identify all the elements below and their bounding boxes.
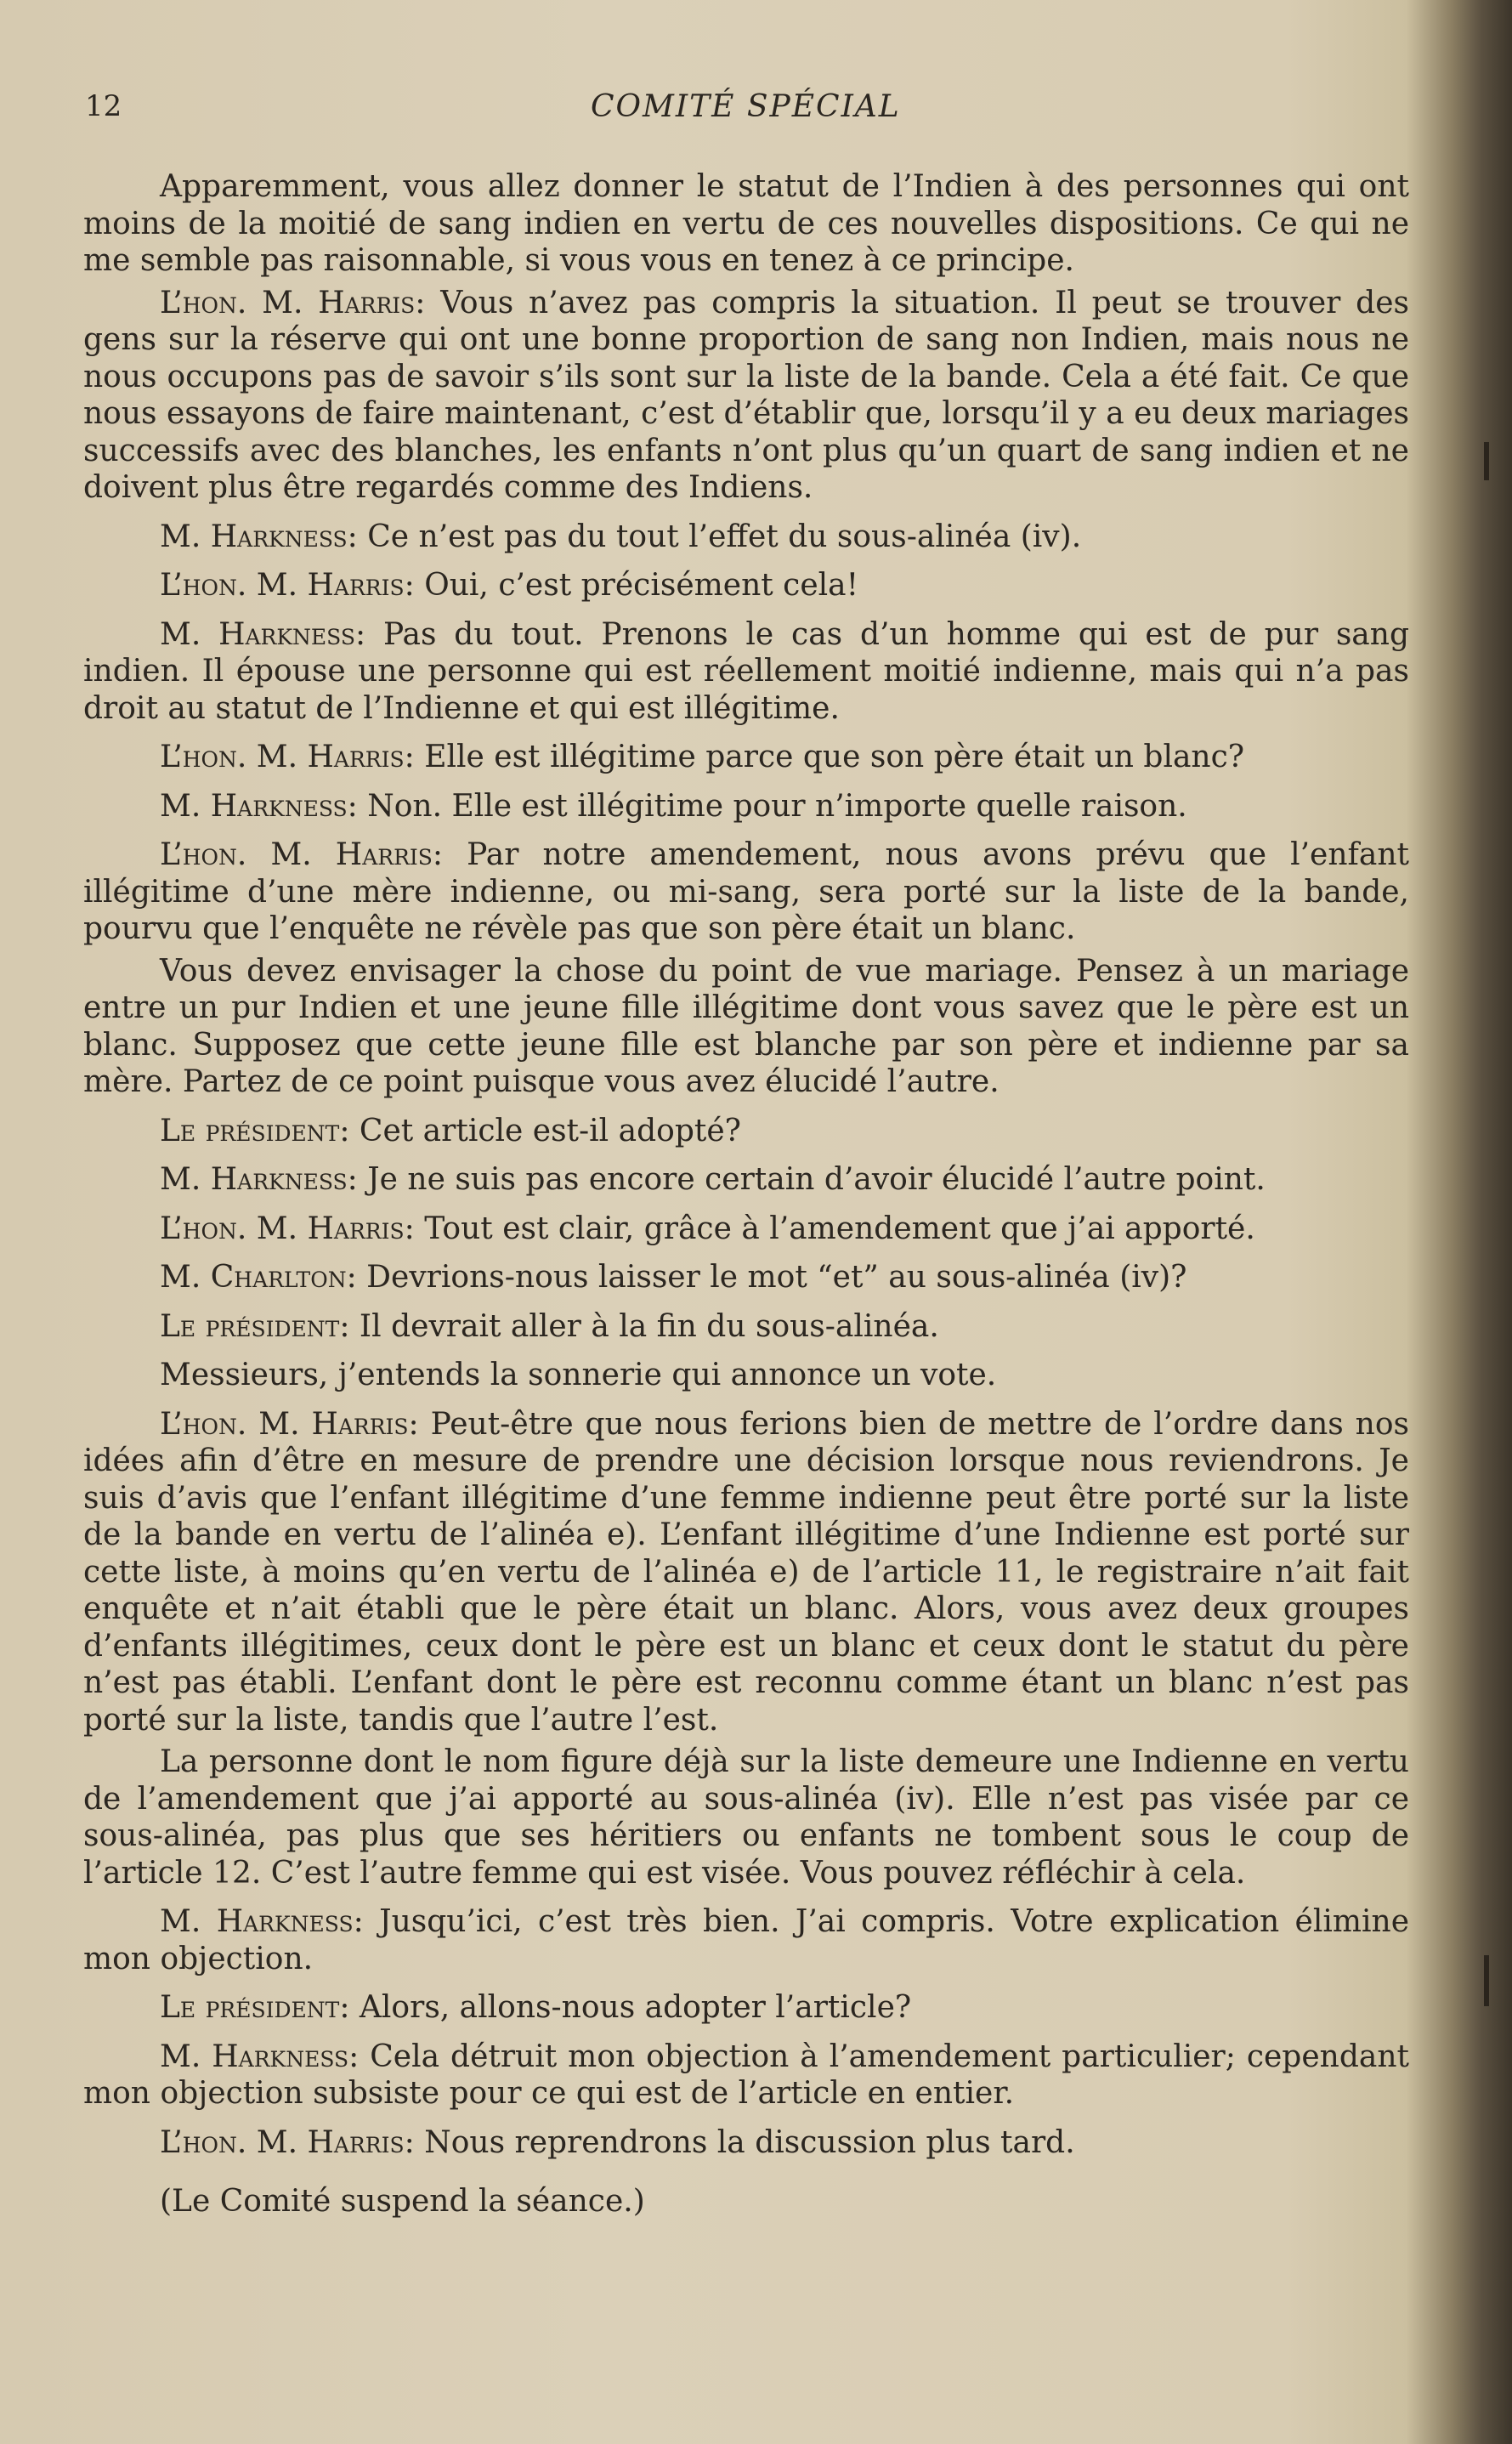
paragraph-text: Oui, c’est précisément cela!	[424, 568, 859, 603]
speaker-name: L’hon. M. Harris:	[160, 837, 444, 872]
paragraph	[83, 1211, 1409, 1248]
paragraph-text: Elle est illégitime parce que son père était un blanc?	[424, 740, 1245, 774]
paragraph	[83, 1113, 1409, 1150]
paragraph-text: Apparemment, vous allez donner le statut de l’Indien à des personnes qui ont moins de la moitié de sang indien en vertu de ces nouvelles dispositions. Ce qui ne me semble pas raisonnable, si vous vous en tenez à ce principe.	[83, 169, 1409, 278]
paragraph	[83, 788, 1409, 825]
paragraph-text: La personne dont le nom figure déjà sur la liste demeure une Indienne en vertu de l’amendement que j’ai apporté au sous-alinéa (iv). Elle n’est pas visée par ce sous-alinéa, pas plus que ses héritiers ou enfants ne tombent sous le coup de l’article 12. C’est l’autre femme qui est visée. Vous pouvez réfléchir à cela.	[83, 1744, 1409, 1891]
speaker-name: M. Harkness:	[160, 1904, 364, 1939]
speaker-name: L’hon. M. Harris:	[160, 568, 415, 603]
paragraph	[83, 519, 1409, 556]
paragraph-text: Par notre amendement, nous avons prévu que l’enfant illégitime d’une mère indienne, ou mi-sang, sera porté sur la liste de la bande, pourvu que l’enquête ne révèle pas que son père était un blanc.	[83, 837, 1409, 946]
paragraph	[83, 739, 1409, 776]
speaker-name: L’hon. M. Harris:	[160, 285, 426, 320]
paragraph-text: (Le Comité suspend la séance.)	[160, 2184, 645, 2219]
paragraph	[83, 1903, 1409, 1977]
paragraph-text: Tout est clair, grâce à l’amendement que j’ai apporté.	[424, 1211, 1255, 1246]
paragraph-text: Cela détruit mon objection à l’amendement particulier; cependant mon objection subsiste pour ce qui est de l’article en entier.	[83, 2039, 1409, 2111]
paragraph-text: Peut-être que nous ferions bien de mettre de l’ordre dans nos idées afin d’être en mesure de prendre une décision lorsque nous reviendrons. Je suis d’avis que l’enfant illégitime d’une femme indienne peut être porté sur la liste de la bande en vertu de l’alinéa e). L’enfant illégitime d’une Indienne est porté sur cette liste, à moins qu’en vertu de l’alinéa e) de l’article 11, le registraire n’ait fait enquête et n’ait établi que le père était un blanc. Alors, vous avez deux groupes d’enfants illégitimes, ceux dont le père est un blanc et ceux dont le statut du père n’est pas établi. L’enfant dont le père est reconnu comme étant un blanc n’est pas porté sur la liste, tandis que l’autre l’est.	[83, 1406, 1409, 1738]
paragraph	[83, 1744, 1409, 1891]
paragraph	[83, 285, 1409, 507]
speaker-name: M. Harkness:	[160, 616, 366, 652]
paragraph	[83, 168, 1409, 280]
paragraph	[83, 1357, 1409, 1394]
paragraph-text: Nous reprendrons la discussion plus tard.	[424, 2124, 1075, 2160]
paragraph	[83, 616, 1409, 728]
header-title: COMITÉ SPÉCIAL	[591, 89, 901, 124]
paragraph-text: Messieurs, j’entends la sonnerie qui annonce un vote.	[160, 1358, 997, 1392]
speaker-name: M. Harkness:	[160, 519, 358, 554]
paragraph-text: Pas du tout. Prenons le cas d’un homme qui est de pur sang indien. Il épouse une personne qui est réellement moitié indienne, mais qui n’a pas droit au statut de l’Indienne et qui est illégitime.	[83, 616, 1409, 726]
speaker-name: Le président:	[160, 1113, 350, 1148]
speaker-name: M. Charlton:	[160, 1260, 357, 1295]
speaker-name: L’hon. M. Harris:	[160, 1211, 415, 1246]
paragraph	[83, 2183, 1409, 2220]
running-head	[85, 89, 1411, 132]
paragraph-text: Non. Elle est illégitime pour n’importe quelle raison.	[367, 788, 1187, 824]
paragraph	[83, 1161, 1409, 1199]
paragraph-text: Alors, allons-nous adopter l’article?	[359, 1990, 912, 2025]
speaker-name: M. Harkness:	[160, 2039, 360, 2074]
paragraph-text: Je ne suis pas encore certain d’avoir élucidé l’autre point.	[367, 1162, 1266, 1197]
paragraph	[83, 567, 1409, 604]
speaker-name: L’hon. M. Harris:	[160, 740, 415, 774]
page-number: 12	[85, 89, 122, 123]
page-edge-mark	[1484, 1955, 1489, 2006]
paragraph	[83, 1308, 1409, 1346]
paragraph-text: Devrions-nous laisser le mot “et” au sous-alinéa (iv)?	[366, 1260, 1187, 1295]
paragraph-text: Vous devez envisager la chose du point de vue mariage. Pensez à un mariage entre un pur Indien et une jeune fille illégitime dont vous savez que le père est un blanc. Supposez que cette jeune fille est blanche par son père et indienne par sa mère. Partez de ce point puisque vous avez élucidé l’autre.	[83, 953, 1409, 1099]
paragraph	[83, 1989, 1409, 2027]
paragraph-text: Vous n’avez pas compris la situation. Il peut se trouver des gens sur la réserve qui ont une bonne proportion de sang non Indien, mais nous ne nous occupons pas de savoir s’ils sont sur la liste de la bande. Cela a été fait. Ce que nous essayons de faire maintenant, c’est d’établir que, lorsqu’il y a eu deux mariages successifs avec des blanches, les enfants n’ont plus qu’un quart de sang indien et ne doivent plus être regardés comme des Indiens.	[83, 285, 1409, 505]
paragraph	[83, 2039, 1409, 2112]
paragraph	[83, 836, 1409, 948]
page-edge-mark	[1484, 442, 1489, 480]
speaker-name: M. Harkness:	[160, 788, 358, 824]
body-text	[83, 168, 1409, 2226]
paragraph	[83, 953, 1409, 1101]
speaker-name: L’hon. M. Harris:	[160, 1406, 419, 1442]
speaker-name: M. Harkness:	[160, 1162, 358, 1197]
speaker-name: Le président:	[160, 1308, 350, 1344]
paragraph-text: Cet article est-il adopté?	[359, 1113, 741, 1148]
paragraph	[83, 2124, 1409, 2162]
paragraph-text: Il devrait aller à la fin du sous-alinéa.	[359, 1308, 939, 1344]
speaker-name: Le président:	[160, 1990, 350, 2025]
paragraph-text: Jusqu’ici, c’est très bien. J’ai compris. Votre explication élimine mon objection.	[83, 1904, 1410, 1976]
paragraph	[83, 1259, 1409, 1296]
speaker-name: L’hon. M. Harris:	[160, 2124, 415, 2160]
paragraph	[83, 1406, 1409, 1739]
paragraph-text: Ce n’est pas du tout l’effet du sous-alinéa (iv).	[367, 519, 1082, 554]
